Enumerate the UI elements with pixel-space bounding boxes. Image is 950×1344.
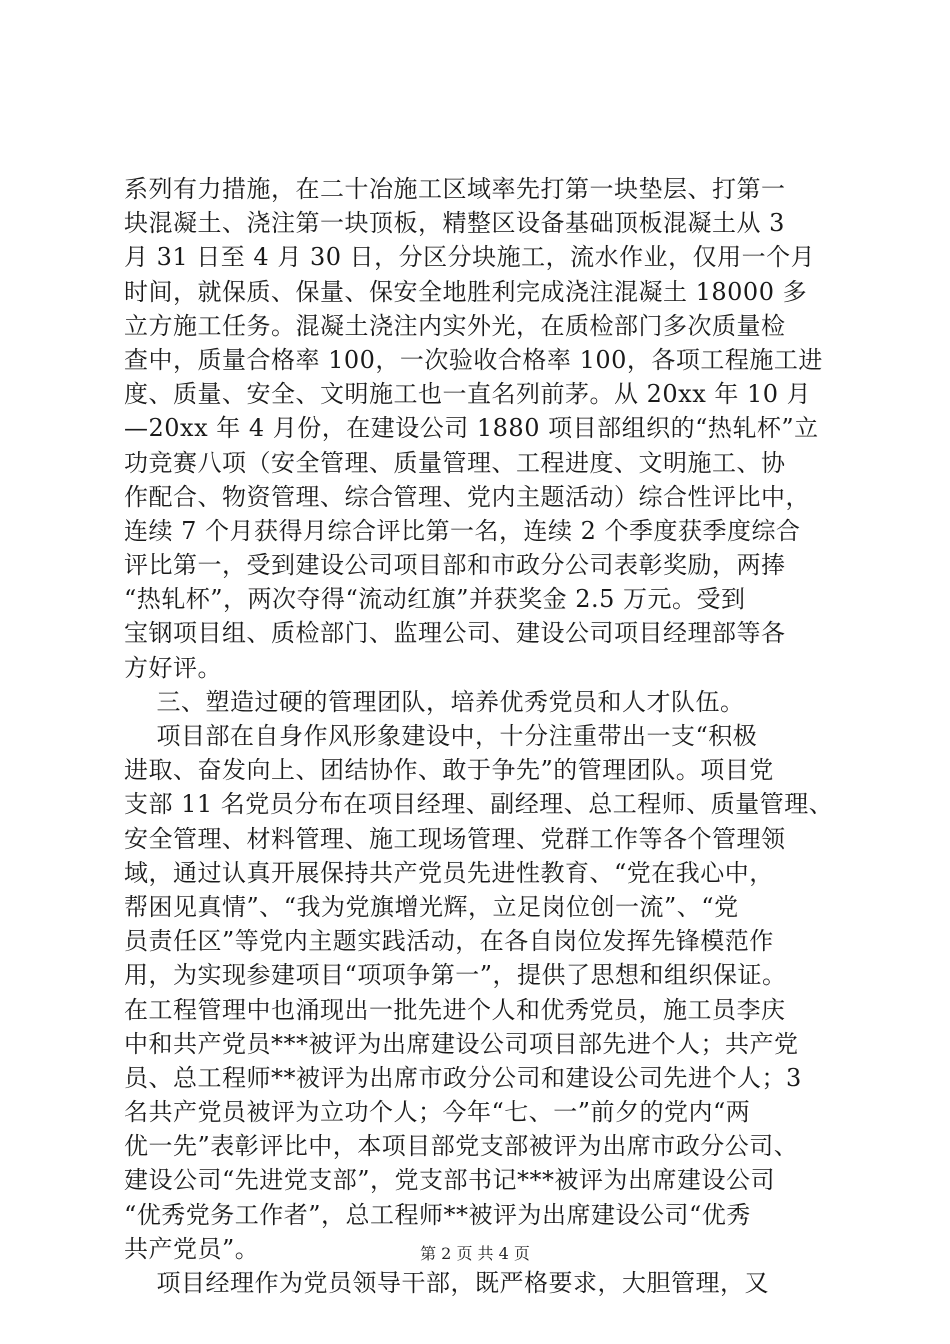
text-line: 系列有力措施，在二十冶施工区域率先打第一块垫层、打第一 bbox=[124, 175, 786, 203]
text-line: 优一先”表彰评比中，本项目部党支部被评为出席市政分公司、 bbox=[124, 1132, 799, 1161]
text-line: 查中，质量合格率 100，一次验收合格率 100，各项工程施工进 bbox=[124, 345, 823, 374]
text-line: 月 31 日至 4 月 30 日，分区分块施工，流水作业，仅用一个月 bbox=[124, 243, 816, 272]
text-line: 安全管理、材料管理、施工现场管理、党群工作等各个管理领 bbox=[124, 824, 786, 853]
section-heading: 三、塑造过硬的管理团队，培养优秀党员和人才队伍。 bbox=[124, 687, 745, 716]
text-line: 进取、奋发向上、团结协作、敢于争先”的管理团队。项目党 bbox=[124, 756, 774, 785]
text-line: 方好评。 bbox=[124, 653, 222, 682]
text-line: “优秀党务工作者”，总工程师**被评为出席建设公司“优秀 bbox=[124, 1200, 751, 1229]
text-line: 共产党员”。 bbox=[124, 1234, 260, 1263]
text-line: 作配合、物资管理、综合管理、党内主题活动）综合性评比中， bbox=[124, 482, 810, 511]
text-line: 员责任区”等党内主题实践活动，在各自岗位发挥先锋模范作 bbox=[124, 927, 774, 956]
text-line: 员、总工程师**被评为出席市政分公司和建设公司先进个人；3 bbox=[124, 1063, 802, 1092]
text-line: 帮困见真情”、“我为党旗增光辉，立足岗位创一流”、“党 bbox=[124, 892, 739, 921]
text-line: 域，通过认真开展保持共产党员先进性教育、“党在我心中， bbox=[124, 858, 774, 887]
text-line: 宝钢项目组、质检部门、监理公司、建设公司项目经理部等各 bbox=[124, 619, 786, 648]
text-line: 连续 7 个月获得月综合评比第一名，连续 2 个季度获季度综合 bbox=[124, 516, 801, 545]
text-line: 中和共产党员***被评为出席建设公司项目部先进个人；共产党 bbox=[124, 1029, 799, 1058]
text-line: 项目部在自身作风形象建设中，十分注重带出一支“积极 bbox=[124, 722, 758, 750]
text-line: 块混凝土、浇注第一块顶板，精整区设备基础顶板混凝土从 3 bbox=[124, 209, 785, 238]
text-line: 在工程管理中也涌现出一批先进个人和优秀党员，施工员李庆 bbox=[124, 995, 786, 1024]
text-line: 评比第一，受到建设公司项目部和市政分公司表彰奖励，两捧 bbox=[124, 551, 786, 580]
text-line: 建设公司“先进党支部”，党支部书记***被评为出席建设公司 bbox=[124, 1166, 776, 1195]
page-footer bbox=[0, 1244, 950, 1264]
text-line: 度、质量、安全、文明施工也一直名列前茅。从 20xx 年 10 月 bbox=[124, 380, 812, 409]
page-number: 第 2 页 共 4 页 bbox=[420, 1244, 530, 1263]
text-line: —20xx 年 4 月份，在建设公司 1880 项目部组织的“热轧杯”立 bbox=[124, 414, 819, 443]
text-line: 功竞赛八项（安全管理、质量管理、工程进度、文明施工、协 bbox=[124, 448, 786, 477]
text-line: 时间，就保质、保量、保安全地胜利完成浇注混凝土 18000 多 bbox=[124, 277, 808, 306]
text-line: “热轧杯”，两次夺得“流动红旗”并获奖金 2.5 万元。受到 bbox=[124, 585, 746, 614]
text-line: 名共产党员被评为立功个人；今年“七、一”前夕的党内“两 bbox=[124, 1098, 751, 1127]
text-line: 立方施工任务。混凝土浇注内实外光，在质检部门多次质量检 bbox=[124, 311, 786, 340]
text-line: 用，为实现参建项目“项项争第一”，提供了思想和组织保证。 bbox=[124, 961, 787, 990]
text-line: 项目经理作为党员领导干部，既严格要求，大胆管理，又 bbox=[124, 1269, 770, 1297]
text-line: 支部 11 名党员分布在项目经理、副经理、总工程师、质量管理、 bbox=[124, 790, 834, 819]
body-text bbox=[124, 172, 844, 1300]
